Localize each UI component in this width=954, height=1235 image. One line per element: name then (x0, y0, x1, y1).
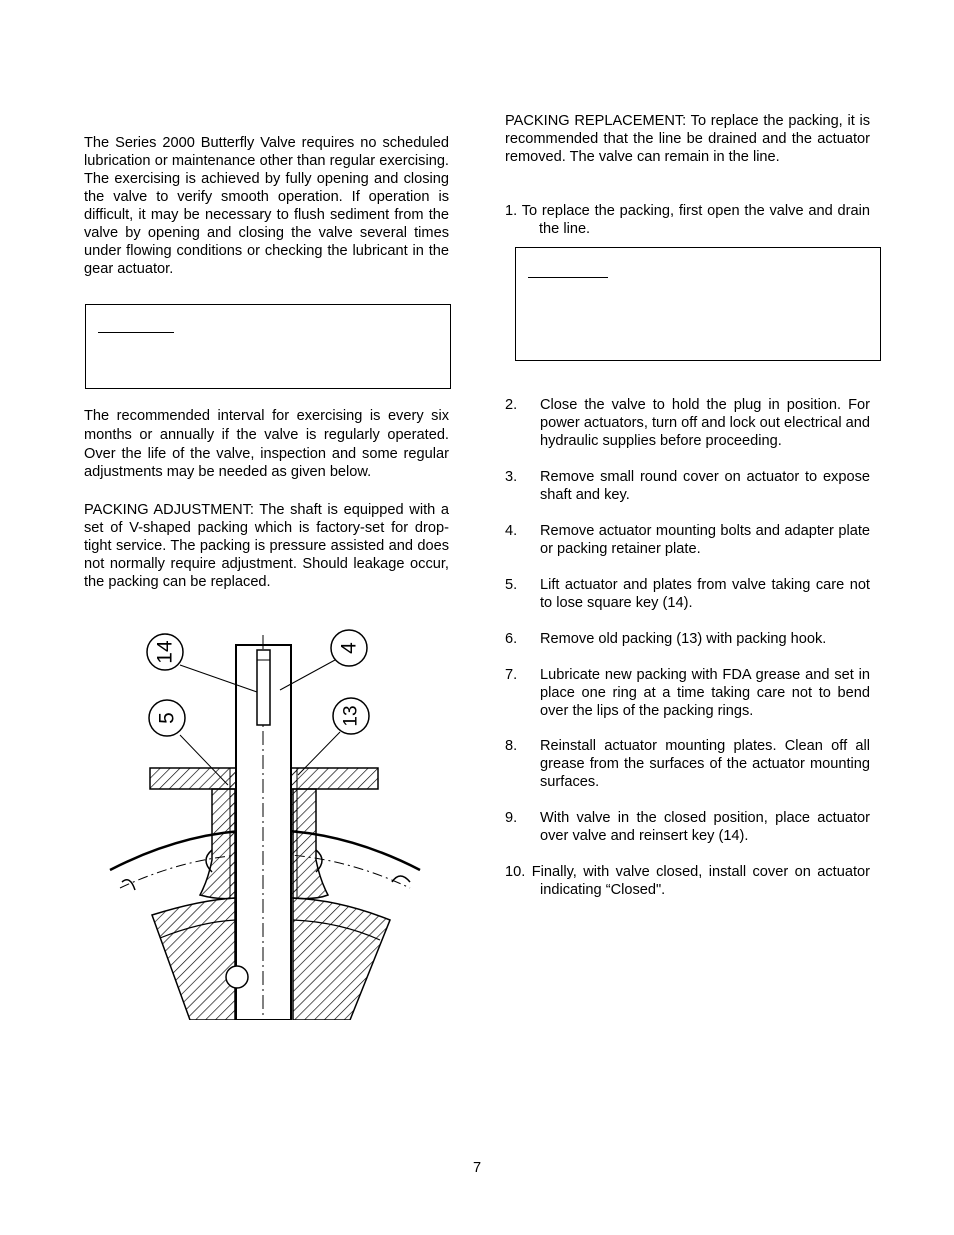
note-box-left (85, 304, 451, 389)
interval-paragraph: The recommended interval for exercising is every six months or annually if the valve is regularly operated. Over the life of the valve, inspection and some regular adjustments may be needed as given below. (84, 408, 449, 481)
step-10-body: with valve closed, install cover on actuator indicating “Closed". (540, 864, 870, 898)
note-heading-underline (528, 277, 608, 278)
packing-replacement-paragraph: PACKING REPLACEMENT: To replace the packing, it is recommended that the line be drained and the actuator removed. The valve can remain in the line. (505, 113, 870, 165)
svg-text:14: 14 (153, 640, 177, 664)
callout-14 (147, 634, 183, 670)
step-8: 8. Reinstall actuator mounting plates. Clean off all grease from the surfaces of the actuator mounting surfaces. (505, 738, 870, 790)
step-1: 1. To replace the packing, first open the valve and drain the line. (505, 203, 870, 237)
svg-text:13: 13 (340, 705, 362, 727)
page-number: 7 (472, 1160, 482, 1176)
step-3: 3. Remove small round cover on actuator to expose shaft and key. (505, 469, 870, 503)
svg-text:5: 5 (155, 712, 179, 724)
step-5: 5. Lift actuator and plates from valve taking care not to lose square key (14). (505, 577, 870, 611)
step-10-number: 10. Finally, (505, 864, 584, 880)
step-9: 9. With valve in the closed position, place actuator over valve and reinsert key (14). (505, 810, 870, 844)
note-box-right (515, 247, 881, 361)
note-heading-underline (98, 332, 174, 333)
callout-5 (149, 700, 185, 736)
callout-4 (331, 630, 367, 666)
packing-adjustment-paragraph: PACKING ADJUSTMENT: The shaft is equipped with a set of V-shaped packing which is factory-set for drop-tight service. The packing is pressure assisted and does not normally require adjustment. Should leakage occur, the packing can be replaced. (84, 502, 449, 590)
step-10-text (505, 863, 870, 899)
step-2: 2. Close the valve to hold the plug in position. For power actuators, turn off and lock out electrical and hydraulic supplies before proceeding. (505, 397, 870, 449)
svg-text:4: 4 (337, 642, 361, 654)
callout-13 (333, 698, 369, 734)
step-7: 7. Lubricate new packing with FDA grease and set in place one ring at a time taking care not to bend over the lips of the packing rings. (505, 667, 870, 719)
step-4: 4. Remove actuator mounting bolts and adapter plate or packing retainer plate. (505, 523, 870, 557)
intro-paragraph: The Series 2000 Butterfly Valve requires no scheduled lubrication or maintenance other than regular exercising. The exercising is achieved by fully opening and closing the valve to verify smooth operation. If operation is difficult, it may be necessary to flush sediment from the valve by opening and closing the valve several times under flowing conditions or checking the lubricant in the gear actuator. (84, 135, 449, 277)
step-6: 6. Remove old packing (13) with packing hook. (505, 631, 827, 647)
valve-shaft-diagram (100, 620, 430, 1020)
